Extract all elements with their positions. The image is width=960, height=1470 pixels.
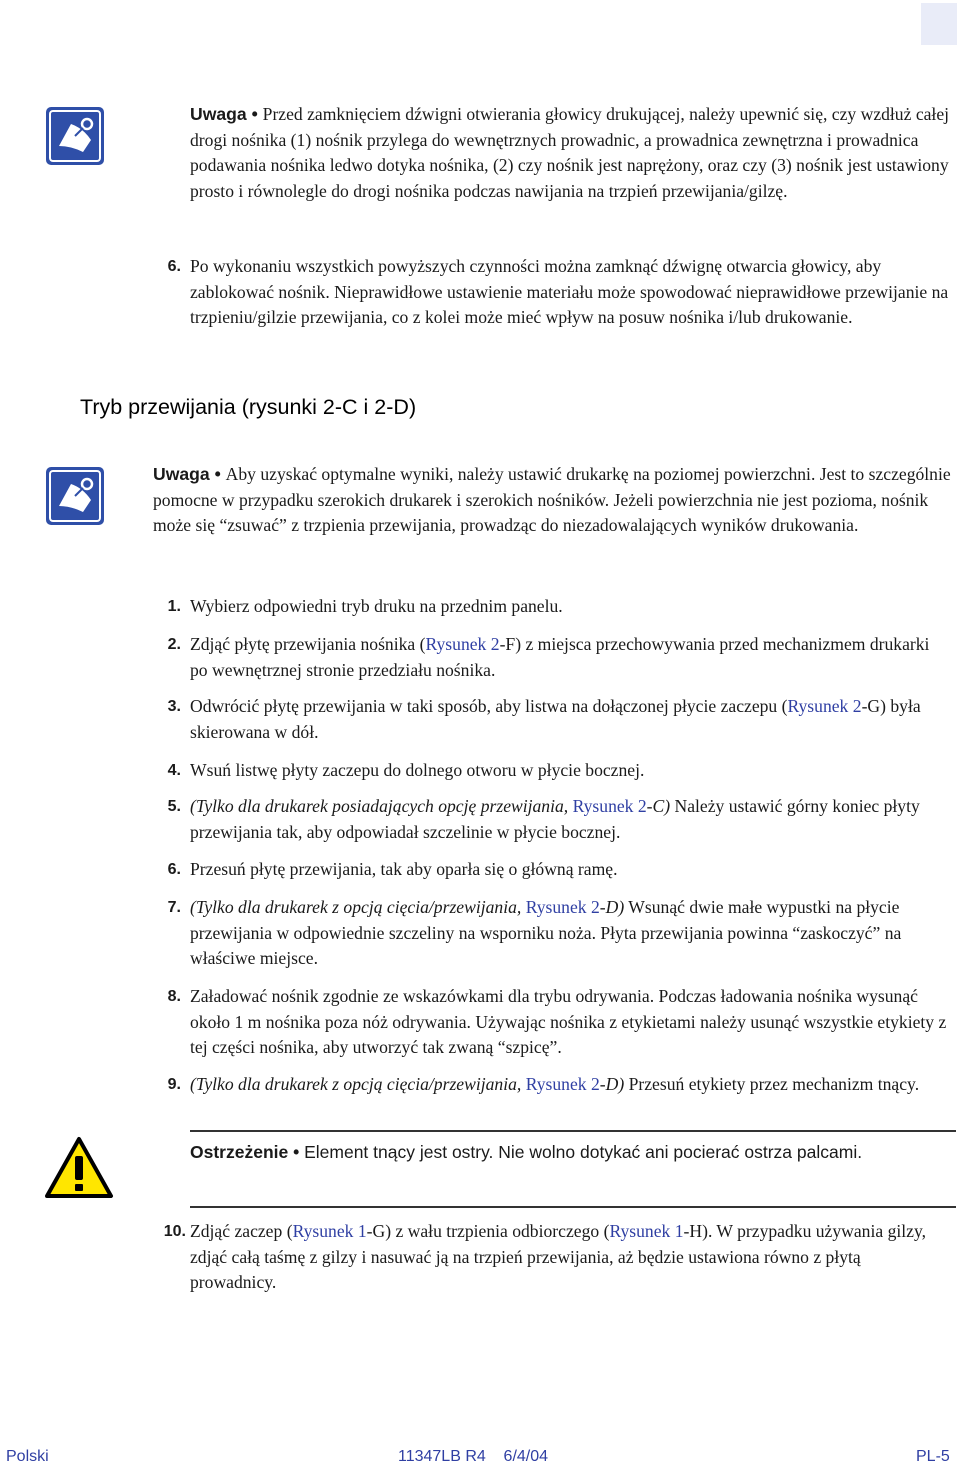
page-corner-tab (921, 3, 957, 45)
step-text-part: (Tylko dla drukarek z opcją cięcia/przewijania, (190, 1074, 526, 1094)
step-number: 6. (167, 861, 181, 878)
step-number: 7. (167, 899, 181, 916)
step-text (190, 794, 950, 845)
step-text (190, 1219, 950, 1296)
step-text-part: -G) z wału trzpienia odbiorczego ( (366, 1221, 610, 1241)
note-text: Aby uzyskać optymalne wyniki, należy ustawić drukarkę na poziomej powierzchni. Jest to szczególnie pomocne w przypadku szerokich drukarek i szerokich nośników. Jeżeli powierzchnia nie jest pozioma, nośnik może się “zsuwać” z trzpienia przewijania, prowadząc do niezadowalających wyników drukowania. (153, 464, 951, 535)
step-text-part: (Tylko dla drukarek z opcją cięcia/przewijania, (190, 897, 526, 917)
step-text: Wsuń listwę płyty zaczepu do dolnego otworu w płycie bocznej. (190, 760, 645, 780)
step-number: 3. (167, 698, 181, 715)
figure-link[interactable]: Rysunek 2 (425, 634, 500, 654)
step-text-part: Zdjąć płytę przewijania nośnika ( (190, 634, 426, 654)
note-text: Przed zamknięciem dźwigni otwierania głowicy drukującej, należy upewnić się, czy wzdłuż całej drogi nośnika (1) nośnik przylega do wewnętrznych prowadnic, a prowadnica zewnętrzna i prowadnica podawania nośnika ledwo dotyka nośnika, (2) czy nośnik jest naprężony, oraz czy (3) nośnik jest ustawiony prosto i równolegle do drogi nośnika podczas nawijania na trzpień przewijania/gilzę. (190, 104, 950, 201)
note-label: Uwaga (153, 464, 210, 484)
step-text (190, 694, 950, 745)
step-text: Wybierz odpowiedni tryb druku na przednim panelu. (190, 596, 563, 616)
step-text-part: Przesuń etykiety przez mechanizm tnący. (624, 1074, 920, 1094)
step-number: 1. (167, 598, 181, 615)
step-text-part: Wsunąć dwie małe wypustki na płycie przewijania w odpowiednie szczeliny na wsporniku noża. Płyta przewijania powinna “zaskoczyć” na właściwe miejsce. (190, 897, 902, 968)
step-number: 10. (163, 1223, 186, 1240)
step-text: Załadować nośnik zgodnie ze wskazówkami dla trybu odrywania. Podczas ładowania nośnika wysunąć około 1 m nośnika poza nóż odrywania. Używając nośnika z etykietami należy usunąć wszystkie etykiety z tej części nośnika, aby utworzyć tak zwaną “szpicę”. (190, 986, 947, 1057)
step-number: 6. (167, 258, 181, 275)
step-text-part: -F) z miejsca przechowywania przed mechanizmem drukarki po wewnętrznej stronie przedziału nośnika. (190, 634, 930, 680)
warning-top-rule (190, 1130, 956, 1132)
step-text (190, 1072, 950, 1098)
note-paragraph (190, 102, 950, 204)
warning-icon (44, 1136, 114, 1200)
step-text-part: Zdjąć zaczep ( (190, 1221, 293, 1241)
footer-page-number: PL-5 (916, 1448, 950, 1465)
step-text (190, 895, 950, 972)
step-text-part: -G) była skierowana w dół. (190, 696, 921, 742)
step-number: 4. (167, 762, 181, 779)
note-bullet: • (209, 464, 226, 484)
note-icon (45, 106, 105, 166)
section-heading: Tryb przewijania (rysunki 2-C i 2-D) (80, 395, 417, 419)
figure-link[interactable]: Rysunek 2 (572, 796, 647, 816)
step-text-part: (Tylko dla drukarek posiadających opcję przewijania, (190, 796, 573, 816)
step-text: Przesuń płytę przewijania, tak aby oparła się o główną ramę. (190, 859, 618, 879)
note-bullet: • (246, 104, 263, 124)
step-text-part: -C) (646, 796, 671, 816)
note-icon (45, 466, 105, 526)
figure-link[interactable]: Rysunek 2 (525, 1074, 600, 1094)
warning-body: Element tnący jest ostry. Nie wolno dotykać ani pocierać ostrza palcami. (304, 1142, 863, 1162)
footer-doc-id: 11347LB R4 6/4/04 (398, 1448, 549, 1465)
warning-bottom-rule (190, 1206, 956, 1208)
figure-link[interactable]: Rysunek 2 (787, 696, 862, 716)
warning-label: Ostrzeżenie (190, 1142, 289, 1162)
step-text (190, 632, 950, 683)
step-text-part: Odwrócić płytę przewijania w taki sposób, aby listwa na dołączonej płycie zaczepu ( (190, 696, 788, 716)
warning-text (190, 1140, 930, 1165)
step-number: 5. (167, 798, 181, 815)
step-text-part: -D) (599, 1074, 625, 1094)
step-number: 8. (167, 988, 181, 1005)
figure-link[interactable]: Rysunek 1 (292, 1221, 367, 1241)
warning-bullet: • (288, 1142, 305, 1162)
step-number: 9. (167, 1076, 181, 1093)
footer-language: Polski (6, 1448, 49, 1465)
step-text-part: -D) (599, 897, 625, 917)
note-label: Uwaga (190, 104, 247, 124)
step-text: Po wykonaniu wszystkich powyższych czynności można zamknąć dźwignę otwarcia głowicy, aby zablokować nośnik. Nieprawidłowe ustawienie materiału może spowodować nieprawidłowe przewijanie na trzpieniu/gilzie przewijania, co z kolei może mieć wpływ na posuw nośnika i/lub drukowanie. (190, 256, 949, 327)
step-number: 2. (167, 636, 181, 653)
figure-link[interactable]: Rysunek 1 (609, 1221, 684, 1241)
step-text-part: Należy ustawić górny koniec płyty przewijania tak, aby odpowiadał szczelinie w płycie bocznej. (190, 796, 920, 842)
figure-link[interactable]: Rysunek 2 (525, 897, 600, 917)
note-paragraph (153, 462, 953, 539)
step-text-part: -H). W przypadku używania gilzy, zdjąć całą taśmę z gilzy i nasuwać ją na trzpień przewijania, aż będzie ustawiona równo z płytą prowadnicy. (190, 1221, 927, 1292)
